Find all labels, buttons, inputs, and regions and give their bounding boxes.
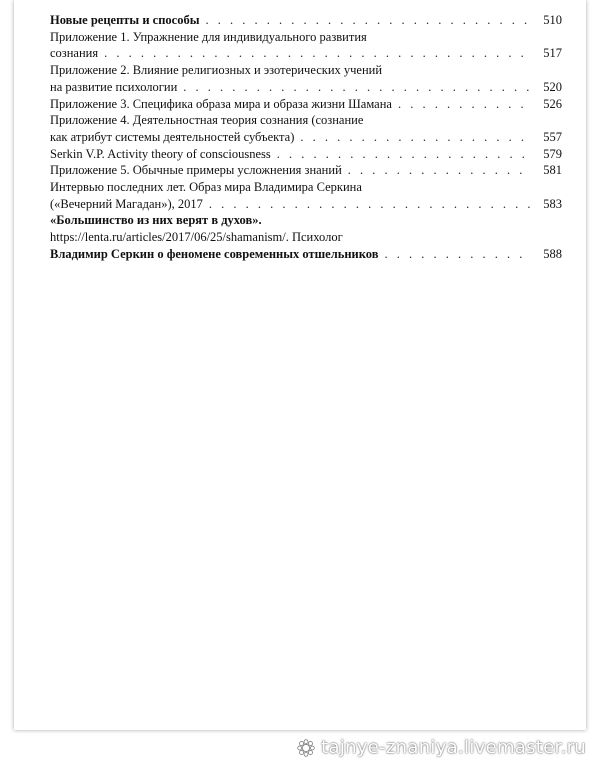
toc-entry: [50, 96, 562, 113]
dot-leader: [348, 162, 532, 179]
toc-entry: [50, 146, 562, 163]
toc-entry: [50, 29, 562, 62]
table-of-contents: [50, 12, 562, 263]
toc-entry-text: Serkin V.P. Activity theory of consciousness: [50, 146, 271, 161]
toc-line: [50, 146, 562, 163]
toc-line: [50, 196, 562, 213]
toc-line: [50, 212, 562, 229]
toc-entry-text: Приложение 4. Деятельностная теория сознания (сознание: [50, 113, 364, 128]
toc-entry: [50, 112, 562, 145]
page-number: 526: [543, 96, 562, 111]
toc-line: [50, 79, 562, 96]
watermark: [297, 737, 586, 758]
watermark-text: tajnye-znaniya.livemaster.ru: [321, 737, 586, 758]
toc-line: [50, 229, 562, 246]
toc-entry: [50, 162, 562, 179]
toc-line: [50, 12, 562, 29]
page-number: 588: [543, 246, 562, 261]
page-number: 579: [543, 146, 562, 161]
toc-entry-text: («Вечерний Магадан»), 2017: [50, 196, 203, 211]
dot-leader: [277, 146, 532, 163]
toc-entry-text: Приложение 3. Специфика образа мира и образа жизни Шамана: [50, 96, 392, 111]
toc-entry: [50, 62, 562, 95]
toc-entry-text: сознания: [50, 46, 99, 61]
page-number: 510: [543, 13, 562, 27]
page-number: 557: [543, 129, 562, 144]
toc-entry-text: Приложение 2. Влияние религиозных и эзотерических учений: [50, 63, 383, 78]
page-number: 581: [543, 163, 562, 178]
gear-flower-icon: [297, 739, 315, 757]
toc-line: [50, 246, 562, 263]
toc-line: [50, 45, 562, 62]
toc-entry-text: Владимир Серкин о феномене современных отшельников: [50, 246, 379, 261]
page-number: 520: [543, 79, 562, 94]
toc-entry-text: Новые рецепты и способы: [50, 13, 200, 27]
toc-entry-text: Приложение 1. Упражнение для индивидуального развития: [50, 29, 367, 44]
toc-entry-text: Интервью последних лет. Образ мира Владимира Серкина: [50, 180, 362, 195]
toc-line: [50, 179, 562, 196]
dot-leader: [205, 12, 532, 29]
toc-entry-text: как атрибут системы деятельностей субъекта): [50, 129, 295, 144]
dot-leader: [104, 45, 532, 62]
toc-line: [50, 162, 562, 179]
toc-line: [50, 29, 562, 46]
toc-entry: [50, 179, 562, 212]
dot-leader: [300, 129, 532, 146]
toc-line: [50, 96, 562, 113]
toc-line: [50, 129, 562, 146]
toc-line: [50, 112, 562, 129]
toc-entry-text: «Большинство из них верят в духов».: [50, 213, 262, 228]
toc-entry-text: Приложение 5. Обычные примеры усложнения знаний: [50, 163, 342, 178]
page-number: 583: [543, 196, 562, 211]
dot-leader: [183, 79, 532, 96]
dot-leader: [398, 96, 532, 113]
toc-entry-text: https://lenta.ru/articles/2017/06/25/shamanism/. Психолог: [50, 230, 343, 245]
toc-entry-text: на развитие психологии: [50, 79, 178, 94]
toc-entry: [50, 12, 562, 29]
dot-leader: [209, 196, 532, 213]
dot-leader: [384, 246, 532, 263]
toc-line: [50, 62, 562, 79]
toc-entry: [50, 212, 562, 262]
page-number: 517: [543, 46, 562, 61]
